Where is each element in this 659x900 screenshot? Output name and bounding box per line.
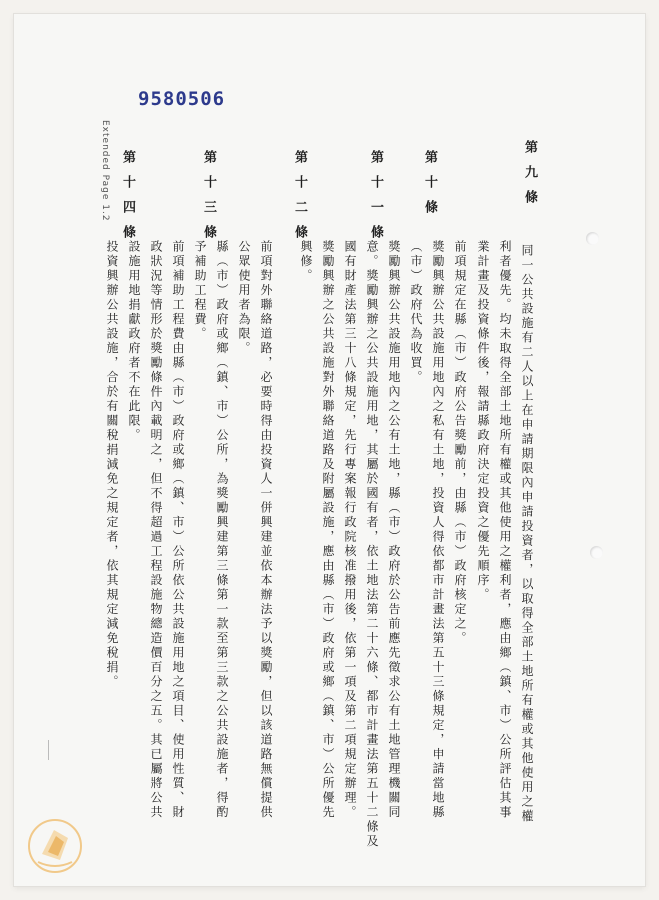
margin-mark	[48, 740, 49, 760]
extended-page-label: Extended Page 1.2	[100, 120, 110, 222]
text-line: 予補助工程費。	[193, 240, 207, 342]
article-label-9: 第九條	[522, 140, 537, 215]
text-line: 獎勵興辦之公共設施對外聯絡道路及附屬設施，應由縣（市）政府或鄉（鎮、市）公所優先	[321, 240, 335, 820]
text-line: 利者優先。均未取得全部土地所有權或其他使用之權利者，應由鄉（鎮、市）公所評估其事	[498, 240, 512, 820]
document-number: 9580506	[138, 88, 226, 110]
text-line: 業計畫及投資條件後，報請縣政府決定投資之優先順序。	[476, 240, 490, 603]
text-line: 前項對外聯絡道路，必要時得由投資人一併興建並依本辦法予以獎勵，但以該道路無償提供	[259, 240, 273, 820]
text-line: （市）政府代為收買。	[409, 240, 423, 385]
article-label-10: 第十條	[422, 150, 437, 225]
text-line: 國有財產法第三十八條規定，先行專案報行政院核准撥用後，依第一項及第二項規定辦理。	[343, 240, 357, 820]
text-line: 同一公共設施有二人以上在申請期限內申請投資者，以取得全部土地所有權或其他使用之權	[520, 244, 534, 824]
text-line: 政狀況等情形於獎勵條件內載明之，但不得超過工程設施物總造價百分之五。其已屬將公共	[149, 240, 163, 820]
archive-logo-icon	[20, 808, 90, 880]
text-line: 前項規定在縣（市）政府公告獎勵前，由縣（市）政府核定之。	[453, 240, 467, 646]
article-label-11: 第十一條	[368, 150, 383, 250]
text-line: 縣（市）政府或鄉（鎮、市）公所，為獎勵興建第三條第一款至第三款之公共設施者，得酌	[215, 240, 229, 820]
article-label-13: 第十三條	[201, 150, 216, 250]
binder-hole	[590, 546, 603, 559]
text-line: 公眾使用者為限。	[237, 240, 251, 356]
text-line: 前項補助工程費由縣（市）政府或鄉（鎮、市）公所依公共設施用地之項目、使用性質、財	[171, 240, 185, 820]
article-label-12: 第十二條	[292, 150, 307, 250]
text-line: 投資興辦公共設施，合於有關稅捐減免之規定者，依其規定減免稅捐。	[105, 240, 119, 690]
text-line: 意。獎勵興辦之公共設施用地，其屬於國有者，依土地法第二十六條、都市計畫法第五十二條及	[365, 240, 379, 849]
article-label-14: 第十四條	[120, 150, 135, 250]
text-line: 獎勵興辦公共設施用地內之私有土地，投資人得依都市計畫法第五十三條規定，申請當地縣	[431, 240, 445, 820]
text-line: 設施用地捐獻政府者不在此限。	[127, 240, 141, 443]
text-line: 獎勵興辦公共設施用地內之公有土地，縣（市）政府於公告前應先徵求公有土地管理機關同	[387, 240, 401, 820]
binder-hole	[586, 232, 599, 245]
text-line: 興修。	[299, 240, 313, 284]
